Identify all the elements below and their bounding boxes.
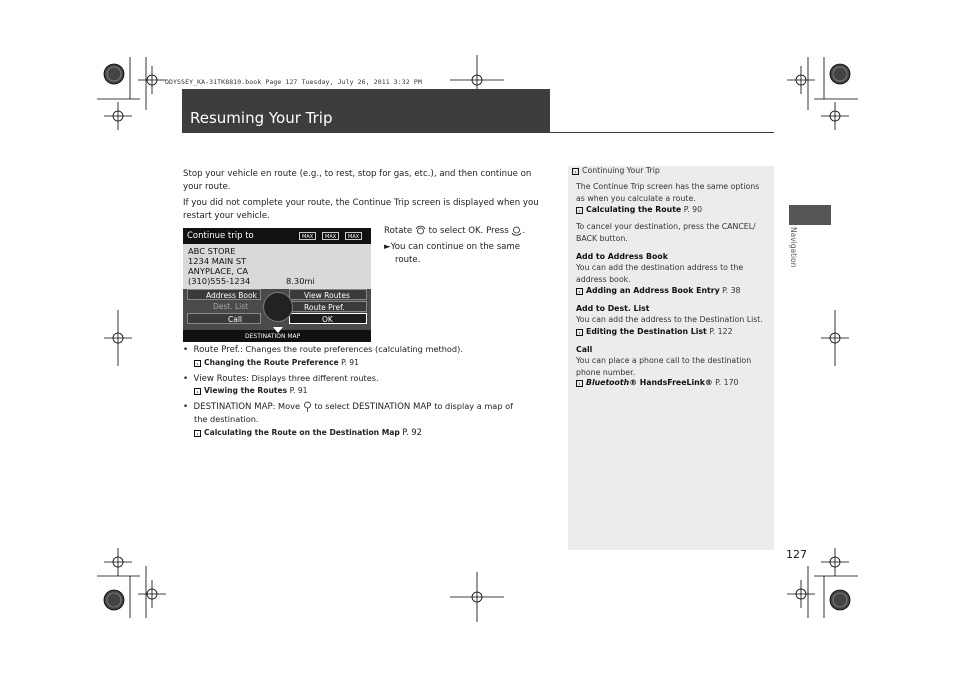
result-arrow-icon: ► <box>384 242 391 252</box>
xref-title: Calculating the Route on the Destination Map <box>204 428 400 437</box>
dest-line: ABC STORE <box>188 246 236 256</box>
bullet-desc: : Changes the route preferences (calculating method). <box>240 344 463 354</box>
sidebar-p2: To cancel your destination, press the CANCEL/ BACK button. <box>576 222 756 243</box>
rotate-knob-icon <box>415 225 426 236</box>
xref-title: Viewing the Routes <box>204 386 288 395</box>
xref-route-pref[interactable] <box>194 358 359 367</box>
sidebar-heading-dest: Add to Dest. List <box>576 304 650 313</box>
sidebar-xref-call[interactable] <box>576 377 739 389</box>
xref-page: P. 91 <box>289 386 308 395</box>
sidebar-p-call: You can place a phone call to the destination phone number. <box>576 356 752 377</box>
bullet-view-routes <box>183 372 379 386</box>
xref-page: P. 91 <box>341 358 359 367</box>
dest-line: ANYPLACE, CA <box>188 266 249 276</box>
title-rule <box>550 132 774 133</box>
bullet-route-pref <box>183 343 463 357</box>
xref-page: P. 92 <box>402 427 422 437</box>
ok-button[interactable]: OK <box>289 313 367 324</box>
sidebar <box>568 166 774 550</box>
bullet-dot: • <box>183 374 194 384</box>
bullet-term: Route Pref. <box>193 345 241 355</box>
xref-arrow-icon: › <box>194 388 201 395</box>
xref-arrow-icon: › <box>194 430 201 437</box>
page-number: 127 <box>786 548 807 561</box>
result-line-1 <box>384 241 520 254</box>
bullet-desc: : Move <box>272 401 300 411</box>
screen-footer <box>183 330 371 342</box>
bullet-desc: to select <box>314 401 350 411</box>
sidebar-p-dest: You can add the address to the Destination List. <box>576 315 763 324</box>
bullet-desc: : Displays three different routes. <box>246 373 379 383</box>
file-header: ODYSSEY_KA-31TK8810.book Page 127 Tuesday, July 26, 2011 3:32 PM <box>165 78 422 86</box>
press-text: . Press <box>480 226 509 236</box>
section-tab <box>789 205 831 225</box>
xref-title: Editing the Destination List <box>586 327 707 336</box>
ok-term: OK <box>468 226 481 236</box>
route-pref-button[interactable]: Route Pref. <box>289 301 367 312</box>
dest-line: 1234 MAIN ST <box>188 256 247 266</box>
bullet-continued: the destination. <box>194 414 259 424</box>
section-label-text: Navigation <box>789 227 798 268</box>
to-select-text: to select <box>428 226 466 236</box>
xref-arrow-icon: › <box>576 288 583 295</box>
bullet-term: View Routes <box>193 374 247 384</box>
xref-title-italic: Bluetooth <box>586 378 630 387</box>
xref-arrow-icon: › <box>194 360 201 367</box>
instruction-end: . <box>522 226 526 236</box>
bullet-term: DESTINATION MAP <box>193 402 273 412</box>
bullet-dot: • <box>183 345 194 355</box>
xref-page: P. 170 <box>715 378 739 387</box>
sidebar-heading-call: Call <box>576 345 593 354</box>
screen-title: Continue trip to <box>187 231 254 241</box>
call-button[interactable]: Call <box>187 313 261 324</box>
bullet-dot: • <box>183 402 194 412</box>
rotate-instruction <box>384 225 525 238</box>
sidebar-heading-address: Add to Address Book <box>576 252 668 261</box>
xref-title: Calculating the Route <box>586 205 682 214</box>
result-line-2: route. <box>395 255 421 265</box>
sidebar-p1: The Continue Trip screen has the same options as when you calculate a route. <box>576 182 760 203</box>
xref-view-routes[interactable] <box>194 386 308 395</box>
xref-arrow-icon: › <box>572 168 579 175</box>
max-badge: MAX <box>322 232 339 240</box>
xref-arrow-icon: › <box>576 207 583 214</box>
destination-map-label: DESTINATION MAP <box>245 333 301 340</box>
max-badge: MAX <box>299 232 316 240</box>
xref-title: Changing the Route Preference <box>204 358 339 367</box>
continue-trip-screen <box>183 228 371 342</box>
xref-page: P. 38 <box>722 286 741 295</box>
sidebar-heading <box>572 165 660 177</box>
section-label <box>782 227 812 287</box>
dest-list-button[interactable]: Dest. List <box>213 302 249 311</box>
xref-arrow-icon: › <box>576 380 583 387</box>
sidebar-heading-text: Continuing Your Trip <box>582 166 660 175</box>
dest-line: (310)555-1234 <box>188 276 251 286</box>
page-title: Resuming Your Trip <box>190 109 333 127</box>
view-routes-button[interactable]: View Routes <box>289 289 367 300</box>
sidebar-xref-dest[interactable] <box>576 326 733 338</box>
distance: 8.30mi <box>286 276 315 286</box>
sidebar-p-address: You can add the destination address to the address book. <box>576 263 744 284</box>
intro-paragraph-1: Stop your vehicle en route (e.g., to rest, stop for gas, etc.), and then continue on your route. <box>183 169 532 192</box>
address-book-button[interactable]: Address Book <box>187 289 261 300</box>
bullet-desc: to display a map of <box>434 401 514 411</box>
title-bar <box>182 89 550 133</box>
rotate-text: Rotate <box>384 226 413 236</box>
sidebar-xref-1[interactable] <box>576 204 702 216</box>
xref-title: ® HandsFreeLink® <box>629 378 713 387</box>
max-badge: MAX <box>345 232 362 240</box>
bullet-destination-map <box>183 400 513 414</box>
xref-arrow-icon: › <box>576 329 583 336</box>
xref-page: P. 90 <box>683 205 703 214</box>
intro-paragraph-2: If you did not complete your route, the Continue Trip screen is displayed when you restart your vehicle. <box>183 198 539 221</box>
sidebar-xref-address[interactable] <box>576 285 741 297</box>
move-knob-icon <box>303 401 312 412</box>
destination-info <box>183 244 371 289</box>
xref-destination-map[interactable] <box>194 427 422 437</box>
selector-knob-icon <box>263 292 293 322</box>
press-knob-icon <box>511 225 522 236</box>
screen-title-bar <box>183 228 371 244</box>
xref-page: P. 122 <box>709 327 733 336</box>
result-text-1: You can continue on the same <box>390 242 521 252</box>
bullet-term: DESTINATION MAP <box>352 402 432 412</box>
xref-title: Adding an Address Book Entry <box>586 286 720 295</box>
